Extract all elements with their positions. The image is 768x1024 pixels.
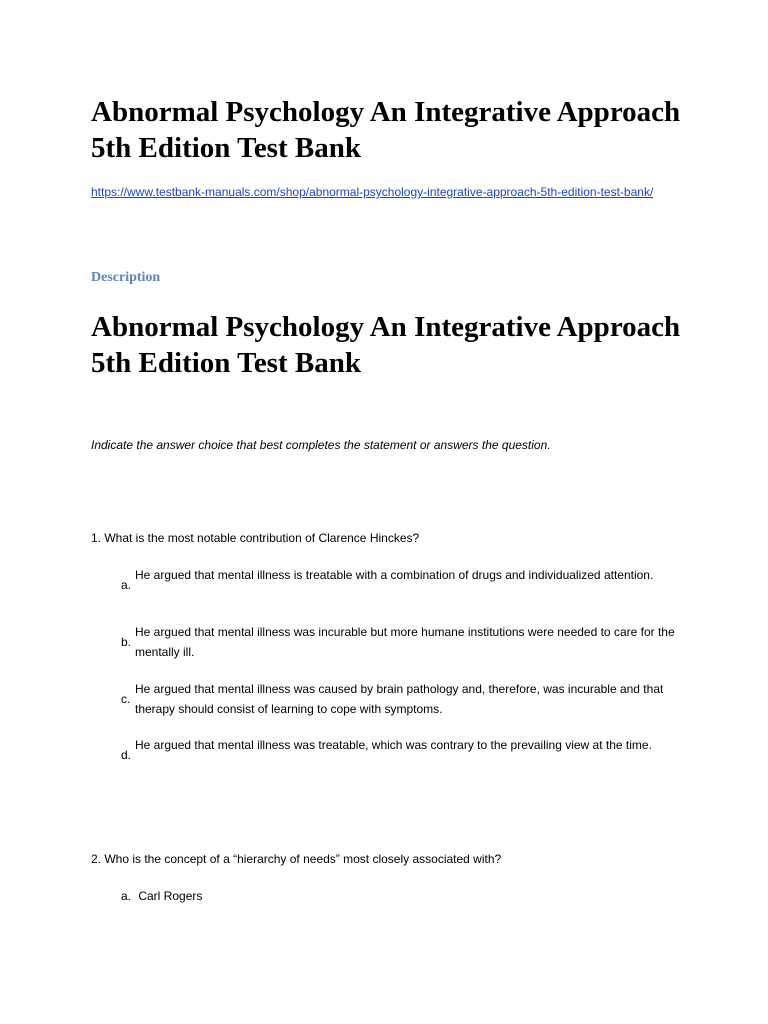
question-2-prompt: 2. Who is the concept of a “hierarchy of needs” most closely associated with?: [91, 852, 502, 866]
choice-text: He argued that mental illness is treatable with a combination of drugs and individualized attention.: [135, 568, 654, 582]
document-title: Abnormal Psychology An Integrative Approach 5th Edition Test Bank: [91, 96, 681, 164]
question-1-prompt: 1. What is the most notable contribution of Clarence Hinckes?: [91, 531, 420, 545]
question-2-choice-a: [121, 888, 202, 904]
choice-text: Carl Rogers: [138, 889, 203, 903]
product-link[interactable]: https://www.testbank-manuals.com/shop/abnormal-psychology-integrative-approach-5th-edition-test-bank/: [91, 185, 654, 199]
choice-letter: a.: [121, 578, 132, 592]
choice-letter: b.: [121, 635, 132, 649]
question-1-choice-b: [121, 622, 681, 662]
choice-text: He argued that mental illness was incurable but more humane institutions were needed to care for the mentally ill.: [135, 625, 675, 659]
description-heading: Description: [91, 270, 161, 285]
question-1-choice-d: [121, 735, 681, 762]
choice-text: He argued that mental illness was treatable, which was contrary to the prevailing view at the time.: [135, 738, 652, 752]
instructions-text: Indicate the answer choice that best completes the statement or answers the question.: [91, 438, 551, 452]
question-1-choice-a: [121, 565, 681, 592]
choice-text: He argued that mental illness was caused by brain pathology and, therefore, was incurable and that therapy should consist of learning to cope with symptoms.: [135, 682, 664, 716]
description-title: Abnormal Psychology An Integrative Approach 5th Edition Test Bank: [91, 311, 681, 379]
question-1-choice-c: [121, 679, 681, 719]
choice-letter: d.: [121, 748, 132, 762]
choice-letter: c.: [121, 692, 131, 706]
choice-letter: a.: [121, 889, 132, 903]
